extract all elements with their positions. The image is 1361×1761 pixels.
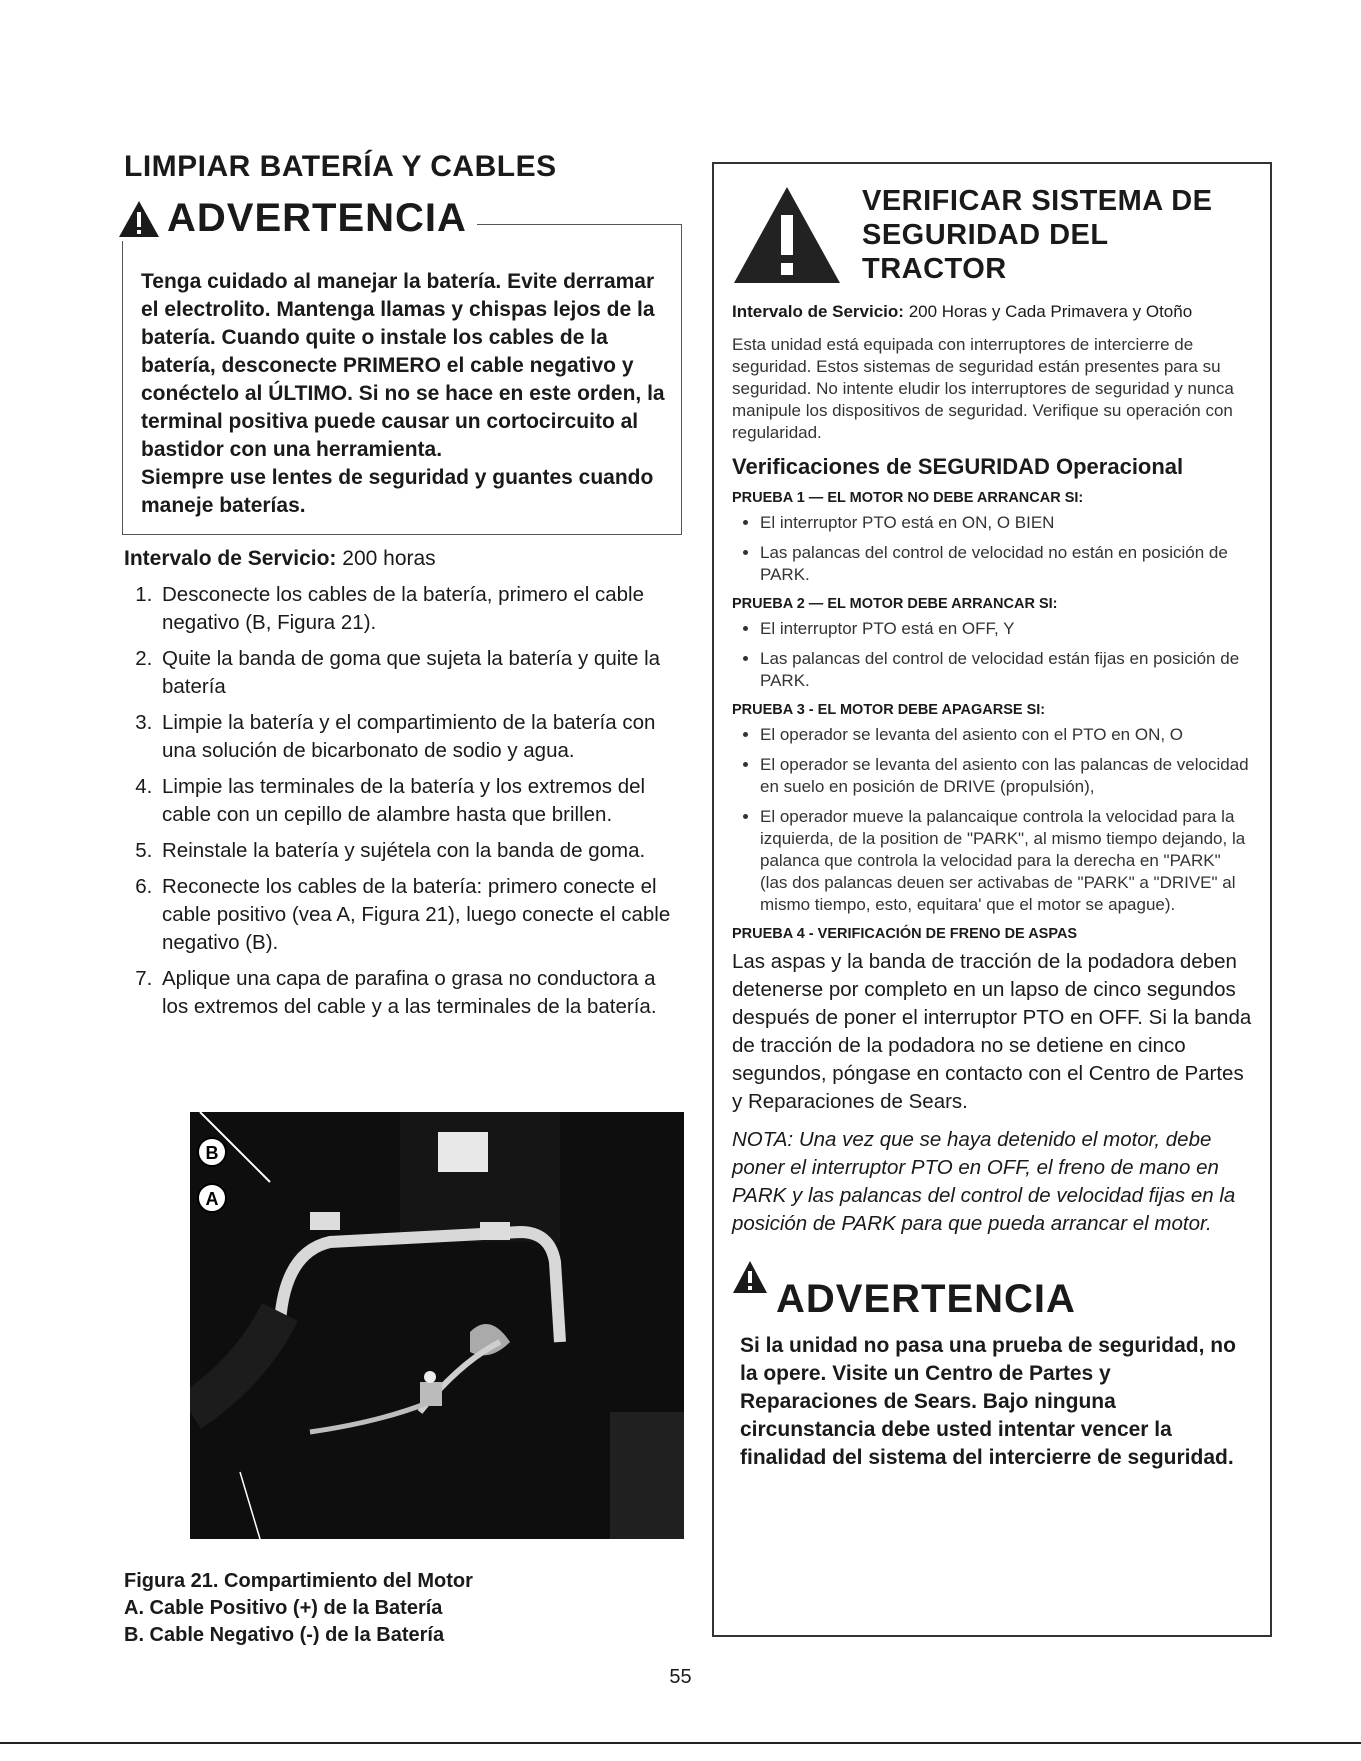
safety-interval-value: 200 Horas y Cada Primavera y Otoño (908, 302, 1193, 321)
warning-paragraph-2: Siempre use lentes de seguridad y guantes cuando maneje baterías. (141, 466, 654, 517)
step-item: 1. Desconecte los cables de la batería, primero el cable negativo (B, Figura 21). (158, 581, 684, 637)
page-number: 55 (669, 1666, 692, 1688)
safety-service-interval (732, 302, 1252, 322)
test-1-title: PRUEBA 1 — EL MOTOR NO DEBE ARRANCAR SI: (732, 490, 1084, 506)
step-item: 5. Reinstale la batería y sujétela con la banda de goma. (158, 837, 684, 865)
figure-caption-b: B. Cable Negativo (-) de la Batería (124, 1624, 445, 1646)
list-item: • El operador mueve la palancaique controla la velocidad para la izquierda, de la position de "PARK", al mismo tiempo dejando, la palanca que controla la velocidad para la derecha en "PARK" (las dos palancas deuen ser activabas de "PARK" a "DRIVE" al mismo tiempo, esto, equitara' que el motor se apague). (760, 806, 1252, 916)
left-column (124, 150, 684, 1029)
bottom-rule (0, 1742, 1361, 1744)
service-interval-value: 200 horas (342, 547, 436, 570)
step-item: 6. Reconecte los cables de la batería: primero conecte el cable positivo (vea A, Figura 21), luego conecte el cable negativo (B). (158, 873, 684, 957)
safety-title (862, 184, 1252, 286)
service-interval-label: Intervalo de Servicio: (124, 547, 337, 570)
step-item: 2. Quite la banda de goma que sujeta la batería y quite la batería (158, 645, 684, 701)
list-item: • Las palancas del control de velocidad no están en posición de PARK. (760, 542, 1252, 586)
safety-title-line-1: VERIFICAR SISTEMA DE (862, 185, 1213, 217)
figure-caption (124, 1568, 684, 1649)
safety-description: Esta unidad está equipada con interruptores de intercierre de seguridad. Estos sistemas de seguridad están presentes para su seguridad. No intente eludir los interruptores de seguridad y nunca manipule los dispositivos de seguridad. Verifique su operación con regularidad. (732, 335, 1234, 442)
step-item: 4. Limpie las terminales de la batería y los extremos del cable con un cepillo de alambre hasta que brillen. (158, 773, 684, 829)
list-item: • Las palancas del control de velocidad están fijas en posición de PARK. (760, 648, 1252, 692)
photo-label-a: A (205, 1189, 219, 1209)
list-item: • El operador se levanta del asiento con el PTO en ON, O (760, 724, 1252, 746)
note-text: NOTA: Una vez que se haya detenido el motor, debe poner el interruptor PTO en OFF, el freno de mano en PARK y las palancas del control de velocidad fijas en la posición de PARK para que pueda arrancar el motor. (732, 1128, 1236, 1235)
list-item: • El interruptor PTO está en OFF, Y (760, 618, 1252, 640)
test-4-title: PRUEBA 4 - VERIFICACIÓN DE FRENO DE ASPAS (732, 926, 1078, 942)
test-2-list (732, 618, 1252, 692)
warning-triangle-icon (117, 199, 161, 239)
section-title: LIMPIAR BATERÍA Y CABLES (124, 150, 557, 183)
engine-compartment-photo (190, 1112, 684, 1539)
safety-header (732, 184, 1252, 286)
list-item: • El interruptor PTO está en ON, O BIEN (760, 512, 1252, 534)
photo-label-b: B (205, 1143, 219, 1163)
safety-warning-heading: ADVERTENCIA (776, 1277, 1076, 1321)
figure-caption-title: Figura 21. Compartimiento del Motor (124, 1570, 473, 1592)
list-item: • El operador se levanta del asiento con las palancas de velocidad en suelo en posición de DRIVE (propulsión), (760, 754, 1252, 798)
step-item: 3. Limpie la batería y el compartimiento de la batería con una solución de bicarbonato de sodio y agua. (158, 709, 684, 765)
safety-title-line-2: SEGURIDAD DEL TRACTOR (862, 219, 1109, 285)
service-interval (124, 547, 684, 571)
steps-list (124, 581, 684, 1021)
test-3-list (732, 724, 1252, 916)
warning-triangle-icon (732, 1260, 768, 1294)
warning-heading: ADVERTENCIA (167, 196, 467, 240)
warning-paragraph-1: Tenga cuidado al manejar la batería. Evite derramar el electrolito. Mantenga llamas y chispas lejos de la batería. Cuando quite o instale los cables de la batería, desconecte PRIMERO el cable negativo y conéctelo al ÚLTIMO. Si no se hace en este orden, la terminal positiva puede causar un cortocircuito al bastidor con una herramienta. (141, 270, 665, 461)
right-column-box (712, 162, 1272, 1637)
safety-warning-text: Si la unidad no pasa una prueba de seguridad, no la opere. Visite un Centro de Partes y Reparaciones de Sears. Bajo ninguna circunstancia debe usted intentar vencer la finalidad del sistema del intercierre de seguridad. (740, 1334, 1236, 1469)
safety-subheading: Verificaciones de SEGURIDAD Operacional (732, 454, 1184, 479)
photo-illustration (190, 1112, 684, 1539)
step-item: 7. Aplique una capa de parafina o grasa no conductora a los extremos del cable y a las terminales de la batería. (158, 965, 684, 1021)
warning-text (141, 268, 667, 520)
test-2-title: PRUEBA 2 — EL MOTOR DEBE ARRANCAR SI: (732, 596, 1058, 612)
warning-box (122, 196, 682, 535)
safety-warning-header (732, 1260, 1252, 1322)
test-3-title: PRUEBA 3 - EL MOTOR DEBE APAGARSE SI: (732, 702, 1046, 718)
test-4-text: Las aspas y la banda de tracción de la podadora deben detenerse por completo en un lapso de cinco segundos después de poner el interruptor PTO en OFF. Si la banda de tracción de la podadora no se detiene en cinco segundos, póngase en contacto con el Centro de Partes y Reparaciones de Sears. (732, 950, 1252, 1113)
test-1-list (732, 512, 1252, 586)
safety-interval-label: Intervalo de Servicio: (732, 302, 904, 321)
figure-caption-a: A. Cable Positivo (+) de la Batería (124, 1597, 443, 1619)
warning-header (117, 196, 477, 241)
warning-triangle-icon (732, 185, 842, 285)
